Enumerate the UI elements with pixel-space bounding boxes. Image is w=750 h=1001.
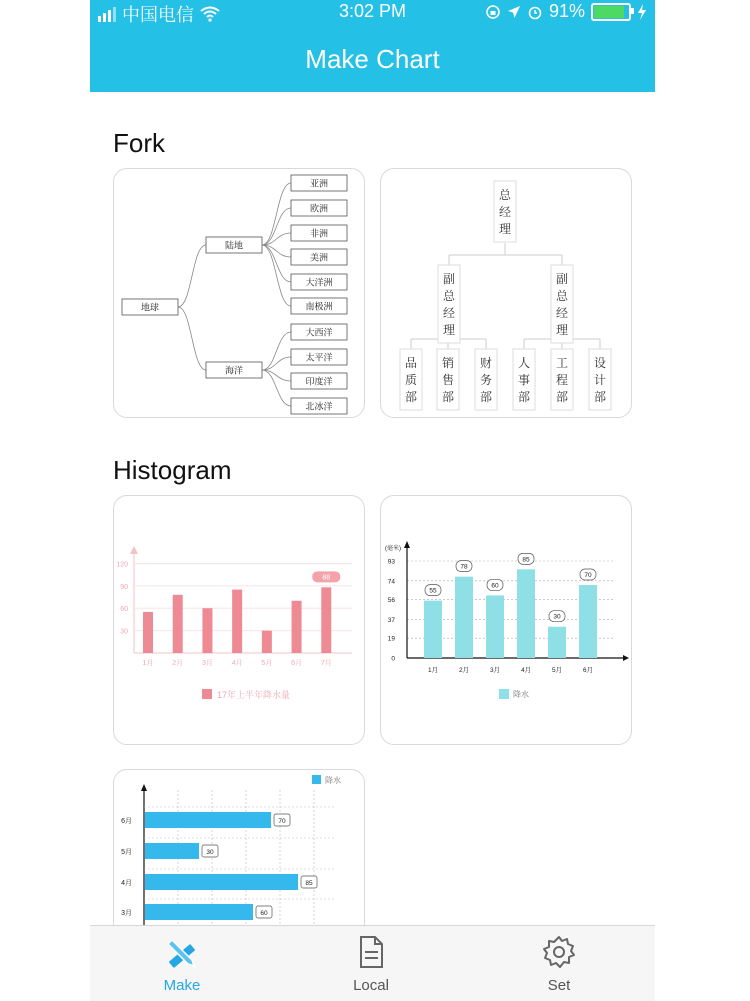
x-tick-label: 6月	[291, 660, 303, 667]
tree-connector	[178, 245, 206, 307]
x-tick-label: 1月	[142, 660, 154, 667]
x-tick-label: 2月	[458, 667, 470, 674]
bar	[145, 812, 271, 828]
tab-local-label: Local	[353, 977, 389, 994]
x-tick-label: 1月	[427, 667, 439, 674]
y-axis-arrow	[404, 541, 410, 548]
page-title: Make Chart	[305, 44, 440, 74]
y-tick-label: 3月	[121, 910, 132, 917]
org-chart-diagram	[381, 169, 631, 417]
org-dept-node-char: 部	[479, 390, 493, 404]
tree-leaf-node-label: 北冰洋	[305, 402, 333, 413]
y-tick-label: 90	[120, 583, 128, 591]
bar	[455, 577, 473, 658]
tree-leaf-node-label: 印度洋	[305, 377, 333, 388]
org-dept-node-char: 部	[517, 390, 531, 404]
tree-connector	[262, 332, 291, 370]
x-tick-label: 4月	[231, 660, 243, 667]
y-tick-label: 6月	[121, 818, 132, 825]
alarm-icon	[527, 4, 543, 20]
bar	[202, 608, 212, 653]
bar	[145, 874, 298, 890]
value-callout-label: 30	[553, 613, 561, 621]
bar	[262, 631, 272, 653]
document-icon	[353, 934, 389, 970]
value-callout-label: 60	[491, 582, 499, 590]
value-callout-label: 70	[584, 571, 592, 579]
legend-swatch	[202, 689, 212, 699]
org-dept-node-char: 事	[517, 373, 531, 387]
x-tick-label: 6月	[582, 667, 594, 674]
tree-leaf-node-label: 亚洲	[309, 179, 329, 190]
org-dept-node-char: 部	[555, 390, 569, 404]
org-vp-node-char: 理	[442, 323, 456, 337]
y-tick-label: 4月	[121, 880, 132, 887]
y-axis-arrow	[130, 546, 138, 554]
battery-icon	[591, 3, 631, 21]
rotation-lock-icon	[485, 4, 501, 20]
org-vp-node-char: 理	[555, 323, 569, 337]
pencil-ruler-icon	[164, 934, 200, 970]
y-tick-label: 19	[387, 635, 395, 643]
tab-make[interactable]	[132, 934, 232, 994]
tree-leaf-node-label: 非洲	[309, 229, 329, 240]
bar	[173, 595, 183, 653]
section-title-histogram: Histogram	[113, 455, 232, 485]
tree-branch-node-label: 海洋	[224, 366, 244, 377]
left-margin	[0, 0, 90, 1000]
pink-bar-chart-card[interactable]	[113, 495, 365, 745]
bar	[579, 585, 597, 658]
pink-bar-chart	[114, 496, 364, 744]
org-dept-node-char: 销	[441, 356, 455, 370]
org-dept-node-char: 部	[593, 390, 607, 404]
org-dept-node-char: 设	[593, 356, 607, 370]
org-vp-node-char: 经	[555, 306, 569, 320]
gear-icon	[541, 934, 577, 970]
tree-leaf-node-label: 大洋洲	[305, 278, 333, 289]
org-dept-node-char: 部	[404, 390, 418, 404]
tree-leaf-node-label: 欧洲	[309, 204, 329, 215]
x-tick-label: 3月	[489, 667, 501, 674]
org-dept-node-char: 务	[479, 373, 493, 387]
value-callout-label: 88	[322, 574, 331, 582]
org-dept-node-char: 部	[441, 390, 455, 404]
org-dept-node-char: 售	[441, 373, 455, 387]
org-vp-node-char: 副	[555, 272, 569, 286]
tab-set[interactable]	[509, 934, 609, 994]
tree-branch-node-label: 陆地	[224, 241, 244, 252]
org-top-node-char: 经	[498, 205, 512, 219]
bar	[143, 612, 153, 653]
y-tick-label: 74	[387, 578, 395, 586]
tree-connector	[262, 245, 291, 306]
org-chart-card[interactable]	[380, 168, 632, 418]
tree-leaf-node-label: 南极洲	[305, 302, 333, 313]
tree-leaf-node-label: 美洲	[309, 253, 329, 264]
value-callout-label: 60	[260, 910, 268, 917]
tab-local[interactable]	[321, 934, 421, 994]
bar	[486, 595, 504, 658]
x-tick-label: 2月	[172, 660, 184, 667]
value-callout-label: 55	[429, 587, 437, 595]
y-tick-label: 37	[387, 616, 395, 624]
bar	[292, 601, 302, 653]
tree-connector	[178, 307, 206, 370]
battery-percent: 91%	[548, 1, 585, 21]
org-vp-node-char: 总	[442, 289, 456, 303]
tab-make-label: Make	[163, 977, 201, 994]
org-dept-node-char: 财	[479, 356, 493, 370]
tree-leaf-node-label: 大西洋	[305, 328, 333, 339]
org-dept-node-char: 工	[555, 356, 569, 370]
x-axis-arrow	[623, 655, 629, 661]
legend-label: 降水	[325, 776, 341, 785]
location-icon	[507, 5, 521, 19]
status-time: 3:02 PM	[338, 1, 407, 21]
org-top-node-char: 总	[498, 188, 512, 202]
tree-root-node-label: 地球	[140, 303, 160, 314]
bar	[145, 843, 199, 859]
section-title-fork: Fork	[113, 128, 165, 158]
value-callout-label: 78	[460, 563, 468, 571]
tab-bar	[90, 925, 655, 1001]
mind-map-diagram	[114, 169, 364, 417]
bar	[548, 627, 566, 658]
charging-icon	[637, 4, 647, 20]
org-dept-node-char: 质	[404, 373, 418, 387]
org-vp-node-char: 副	[442, 272, 456, 286]
x-tick-label: 5月	[261, 660, 273, 667]
status-bar	[90, 0, 655, 24]
x-tick-label: 5月	[551, 667, 563, 674]
org-dept-node-char: 人	[517, 356, 531, 370]
bar	[145, 904, 253, 920]
x-tick-label: 4月	[520, 667, 532, 674]
tree-connector	[262, 183, 291, 245]
org-dept-node-char: 品	[404, 356, 418, 370]
y-tick-label: 0	[391, 655, 395, 663]
bar	[321, 587, 331, 653]
bar	[424, 601, 442, 658]
x-tick-label: 3月	[201, 660, 213, 667]
y-tick-label: 93	[387, 558, 395, 566]
y-tick-label: 120	[116, 561, 128, 569]
tab-set-label: Set	[547, 977, 571, 994]
value-callout-label: 85	[305, 880, 313, 887]
tree-connector	[262, 357, 291, 370]
org-top-node-char: 理	[498, 222, 512, 236]
value-callout-label: 30	[206, 849, 214, 856]
cyan-bar-chart-card[interactable]	[380, 495, 632, 745]
y-tick-label: 30	[120, 628, 128, 636]
y-tick-label: 60	[120, 606, 128, 614]
org-dept-node-char: 计	[593, 373, 607, 387]
right-margin	[655, 0, 750, 1000]
org-dept-node-char: 程	[555, 373, 569, 387]
value-callout-label: 70	[278, 818, 286, 825]
legend-swatch	[499, 689, 509, 699]
fork-tree-card[interactable]	[113, 168, 365, 418]
legend-swatch	[312, 775, 321, 784]
bar	[232, 590, 242, 653]
tree-leaf-node-label: 太平洋	[305, 353, 333, 364]
org-vp-node-char: 总	[555, 289, 569, 303]
x-tick-label: 7月	[320, 660, 332, 667]
y-axis-unit: (毫米)	[385, 546, 401, 552]
carrier-label: 中国电信	[122, 5, 194, 25]
y-tick-label: 5月	[121, 849, 132, 856]
org-vp-node-char: 经	[442, 306, 456, 320]
value-callout-label: 85	[522, 556, 530, 564]
app-header	[90, 0, 655, 92]
cyan-bar-chart	[381, 496, 631, 744]
y-axis-arrow	[141, 784, 147, 791]
legend-label: 降水	[513, 690, 529, 699]
legend-label: 17年上半年降水量	[217, 690, 291, 700]
y-tick-label: 56	[387, 597, 395, 605]
bar	[517, 569, 535, 658]
